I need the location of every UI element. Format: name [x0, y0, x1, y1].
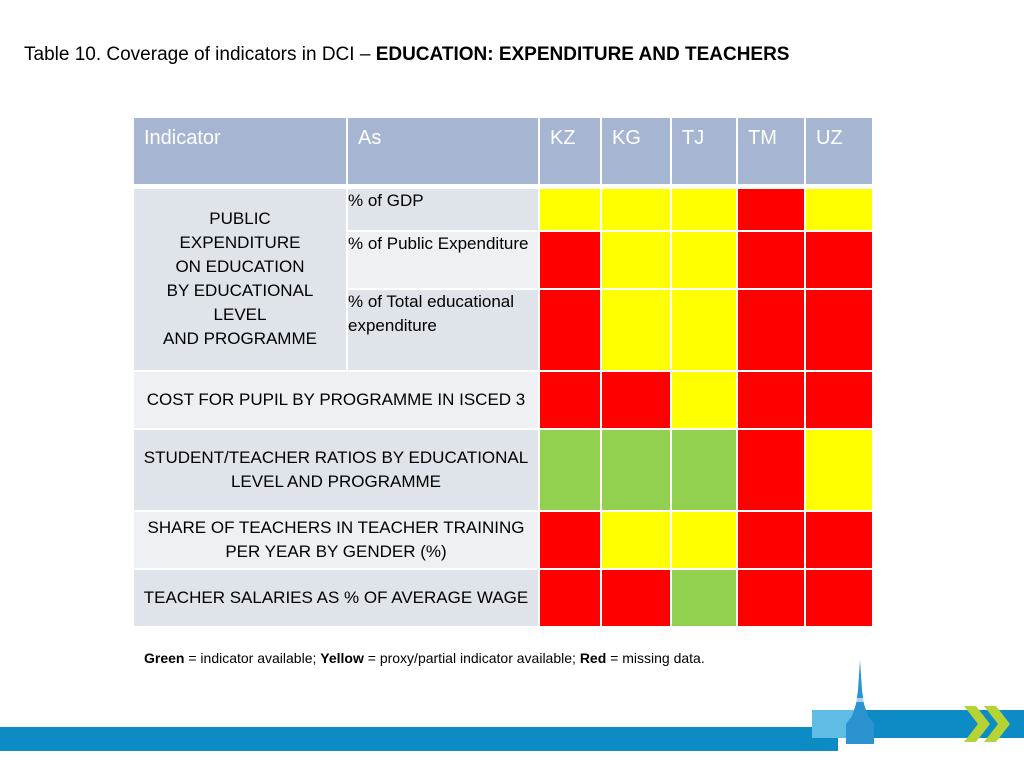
indicator-line: BY EDUCATIONAL [166, 281, 314, 301]
header-tm: TM [737, 117, 805, 187]
header-as: As [347, 117, 539, 187]
status-cell [737, 569, 805, 627]
indicator-cell: TEACHER SALARIES AS % OF AVERAGE WAGE [133, 569, 539, 627]
status-cell [671, 231, 737, 289]
coverage-table [132, 116, 874, 628]
status-cell [805, 511, 873, 569]
status-cell [539, 429, 601, 511]
header-uz: UZ [805, 117, 873, 187]
status-cell [805, 187, 873, 231]
title-bold: EDUCATION: EXPENDITURE AND TEACHERS [375, 44, 790, 65]
table-row [133, 429, 873, 511]
status-cell [671, 289, 737, 371]
footer-band [0, 727, 838, 751]
header-tj: TJ [671, 117, 737, 187]
indicator-line: ON EDUCATION [175, 257, 305, 277]
status-cell [805, 371, 873, 429]
status-cell [737, 371, 805, 429]
as-cell: % of Total educational expenditure [347, 289, 539, 371]
indicator-line: EXPENDITURE [179, 233, 301, 253]
status-cell [805, 289, 873, 371]
legend-red-label: Red [579, 650, 607, 666]
legend-yellow-text: = proxy/partial indicator available; [363, 650, 580, 666]
indicator-cell: COST FOR PUPIL BY PROGRAMME IN ISCED 3 [133, 371, 539, 429]
status-cell [671, 511, 737, 569]
color-legend [144, 650, 705, 666]
status-cell [737, 231, 805, 289]
status-cell [601, 187, 671, 231]
status-cell [671, 429, 737, 511]
status-cell [601, 511, 671, 569]
status-cell [601, 371, 671, 429]
spire-logo-icon [838, 660, 882, 744]
table-row [133, 371, 873, 429]
status-cell [805, 231, 873, 289]
group-indicator-public-expenditure [133, 187, 347, 371]
as-cell: % of GDP [347, 187, 539, 231]
indicator-cell: STUDENT/TEACHER RATIOS BY EDUCATIONAL LEVEL AND PROGRAMME [133, 429, 539, 511]
header-indicator: Indicator [133, 117, 347, 187]
legend-green-label: Green [144, 650, 185, 666]
indicator-line: AND PROGRAMME [163, 329, 317, 349]
status-cell [539, 231, 601, 289]
table-row [133, 511, 873, 569]
status-cell [539, 371, 601, 429]
status-cell [671, 187, 737, 231]
status-cell [737, 511, 805, 569]
slide-title [24, 44, 790, 66]
status-cell [737, 289, 805, 371]
legend-red-text: = missing data. [606, 650, 705, 666]
status-cell [805, 569, 873, 627]
table-row [133, 187, 873, 231]
header-kz: KZ [539, 117, 601, 187]
status-cell [805, 429, 873, 511]
title-prefix: Table 10. Coverage of indicators in DCI – [24, 44, 376, 65]
status-cell [601, 569, 671, 627]
table-row [133, 569, 873, 627]
header-kg: KG [601, 117, 671, 187]
status-cell [671, 371, 737, 429]
indicator-line: LEVEL [213, 305, 267, 325]
status-cell [539, 569, 601, 627]
status-cell [737, 187, 805, 231]
indicator-line: PUBLIC [209, 209, 271, 229]
status-cell [601, 231, 671, 289]
as-cell: % of Public Expenditure [347, 231, 539, 289]
table-header-row [133, 117, 873, 187]
status-cell [601, 289, 671, 371]
legend-yellow-label: Yellow [320, 650, 364, 666]
status-cell [737, 429, 805, 511]
status-cell [601, 429, 671, 511]
legend-green-text: = indicator available; [184, 650, 321, 666]
indicator-cell: SHARE OF TEACHERS IN TEACHER TRAINING PER YEAR BY GENDER (%) [133, 511, 539, 569]
status-cell [539, 511, 601, 569]
status-cell [671, 569, 737, 627]
double-chevron-icon [962, 704, 1014, 744]
status-cell [539, 289, 601, 371]
status-cell [539, 187, 601, 231]
